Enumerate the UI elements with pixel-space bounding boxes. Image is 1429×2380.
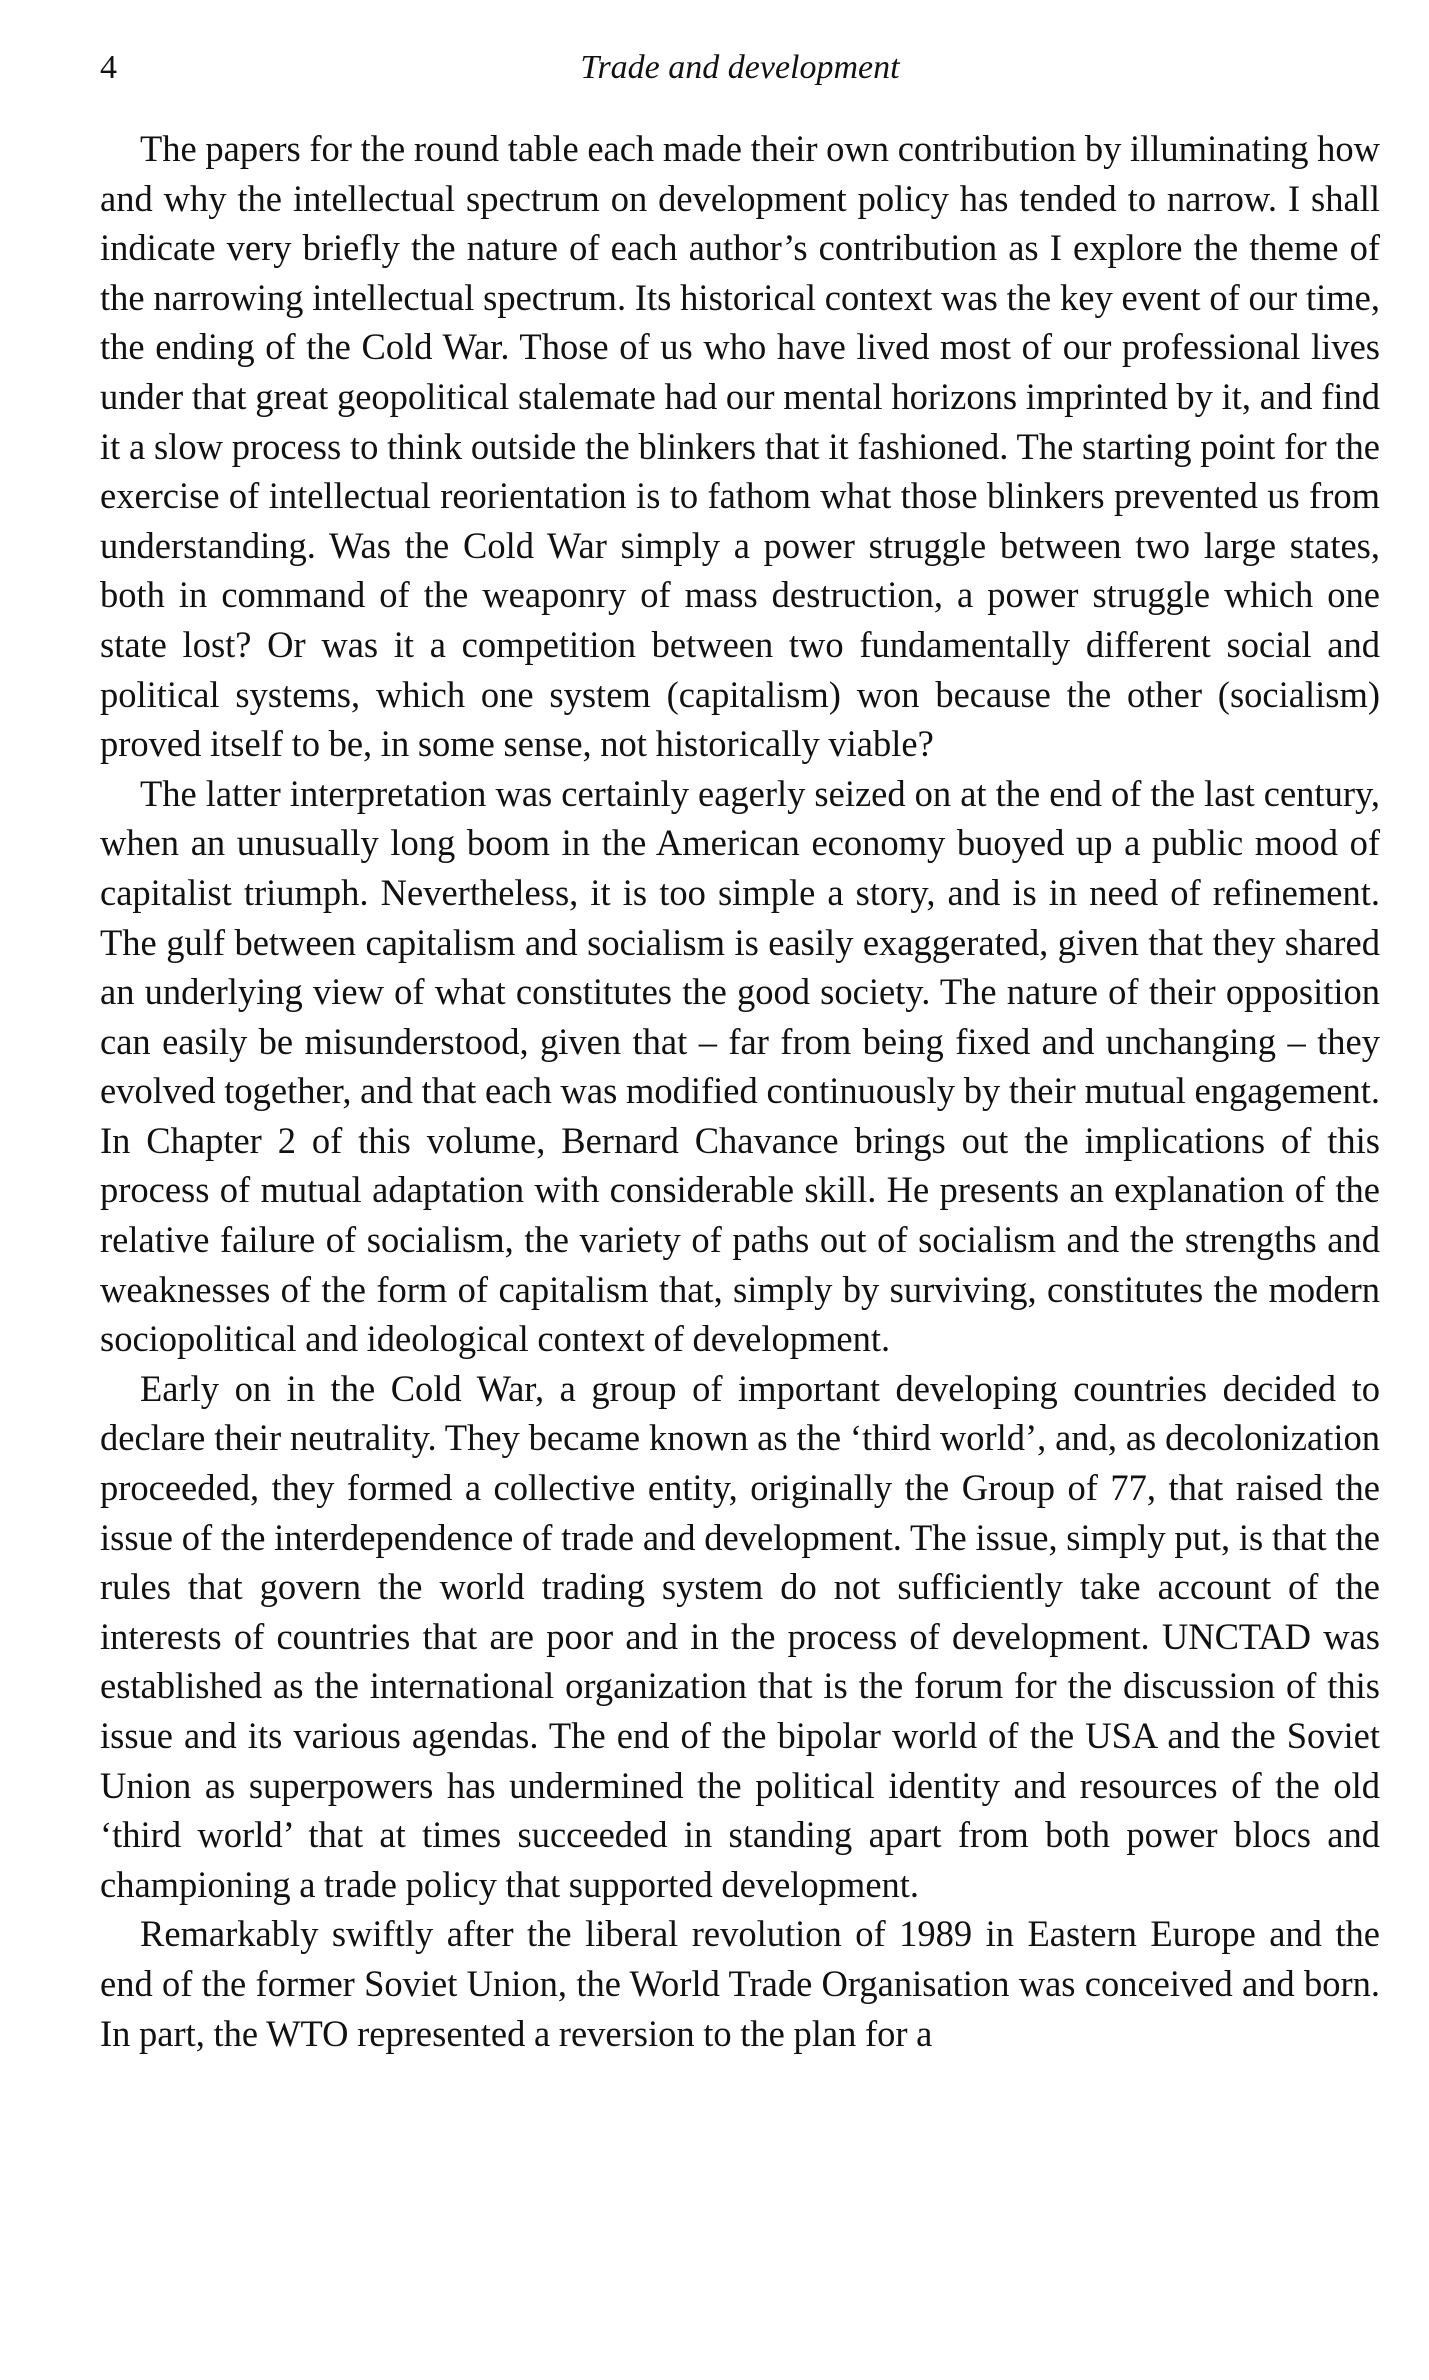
running-title: Trade and development bbox=[580, 49, 900, 86]
paragraph: The papers for the round table each made their own contribution by illuminating how and why the intellectual spectrum on development policy has tended to narrow. I shall indicate very briefly the nature of each author’s contribution as I explore the theme of the narrowing intellectual spectrum. Its historical context was the key event of our time, the ending of the Cold War. Those of us who have lived most of our professional lives under that great geopolitical stalemate had our mental horizons imprinted by it, and find it a slow process to think outside the blinkers that it fashioned. The starting point for the exercise of intellectual reorientation is to fathom what those blinkers prevented us from understanding. Was the Cold War simply a power struggle between two large states, both in command of the weaponry of mass destruction, a power struggle which one state lost? Or was it a competition between two fundamentally different social and political systems, which one system (capitalism) won because the other (socialism) proved itself to be, in some sense, not historically viable? bbox=[100, 128, 1380, 765]
page-number: 4 bbox=[100, 49, 117, 86]
running-header bbox=[100, 44, 1380, 92]
body-text bbox=[100, 124, 1380, 2058]
paragraph: Early on in the Cold War, a group of important developing countries decided to declare their neutrality. They became known as the ‘third world’, and, as decolonization proceeded, they formed a collective entity, originally the Group of 77, that raised the issue of the interdependence of trade and development. The issue, simply put, is that the rules that govern the world trading system do not sufficiently take account of the interests of countries that are poor and in the process of development. UNCTAD was established as the international organization that is the forum for the discussion of this issue and its various agendas. The end of the bipolar world of the USA and the Soviet Union as superpowers has undermined the political identity and resources of the old ‘third world’ that at times succeeded in standing apart from both power blocs and championing a trade policy that supported development. bbox=[100, 1367, 1380, 1905]
paragraph: Remarkably swiftly after the liberal revolution of 1989 in Eastern Europe and the end of the former Soviet Union, the World Trade Organisation was conceived and born. In part, the WTO represented a reversion to the plan for a bbox=[100, 1913, 1380, 2054]
paragraph: The latter interpretation was certainly eagerly seized on at the end of the last century, when an unusually long boom in the American economy buoyed up a public mood of capitalist triumph. Nevertheless, it is too simple a story, and is in need of refinement. The gulf between capitalism and socialism is easily exaggerated, given that they shared an underlying view of what constitutes the good society. The nature of their opposition can easily be misunderstood, given that – far from being fixed and unchanging – they evolved together, and that each was modified continuously by their mutual engagement. In Chapter 2 of this volume, Bernard Chavance brings out the implications of this process of mutual adaptation with considerable skill. He presents an explanation of the relative failure of socialism, the variety of paths out of socialism and the strengths and weaknesses of the form of capitalism that, simply by surviving, constitutes the modern sociopolitical and ideological context of development. bbox=[100, 772, 1380, 1360]
